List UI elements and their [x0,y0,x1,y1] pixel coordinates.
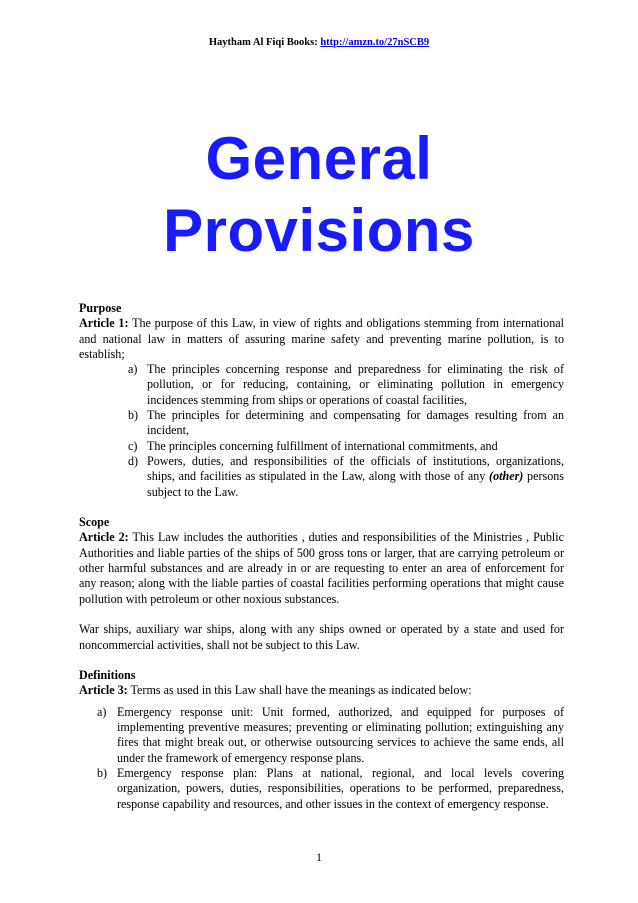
list-item [79,362,564,408]
definitions-heading: Definitions [79,668,136,683]
list-item-label: a) [128,362,138,377]
purpose-list [79,362,564,500]
list-item-text: Emergency response unit: Unit formed, authorized, and equipped for purposes of implementing preventive measures; preventing or eliminating pollution; extinguishing any fires that might break out, or otherwise outsourcing services to achieve the same ends, all under the framework of emergency response plans. [117,704,564,765]
list-item [79,766,564,812]
article-2-paragraph [79,530,564,606]
list-item-text: Powers, duties, and responsibilities of the officials of institutions, organizations, ships, and facilities as stipulated in the Law, along with those of any [147,453,564,484]
title-line-1: General [205,125,433,192]
list-item-text: The principles for determining and compensating for damages resulting from an incident, [147,408,564,438]
list-item [79,705,564,766]
article-2-label: Article 2: [79,530,129,545]
list-item [79,454,564,500]
list-item-label: b) [128,408,139,423]
purpose-heading: Purpose [79,301,122,315]
header-prefix: Haytham Al Fiqi Books: [208,37,321,48]
list-item-label: b) [97,765,108,780]
scope-exclusion-paragraph: War ships, auxiliary war ships, along with any ships owned or operated by a state and used for noncommercial activities, shall not be subject to this Law. [79,622,564,652]
article-2-text: This Law includes the authorities , duties and responsibilities of the Ministries , Public Authorities and liable parties of the ships of 500 gross tons or larger, that are carrying petroleum or other harmful substances and are already in or are requesting to enter an area of enforcement for any reason; along with the liable parties of coastal facilities performing operations that might cause pollution with petroleum or other noxious substances. [79,530,564,606]
list-item-text: The principles concerning response and preparedness for eliminating the risk of pollution, or for reducing, containing, or eliminating pollution in emergency incidences stemming from ships or operations of coastal facilities, [147,362,564,407]
article-3-label: Article 3: [79,683,128,698]
list-item-label: c) [128,438,138,453]
scope-heading: Scope [79,515,110,530]
title-line-2: Provisions [163,197,475,264]
list-item-emphasis: (other) [489,469,524,484]
definitions-list [79,705,564,812]
header-link[interactable]: http://amzn.to/27nSCB9 [320,37,430,48]
list-item [79,408,564,439]
document-body [79,301,564,812]
list-item-label: a) [97,704,107,719]
page-number: 1 [316,850,322,864]
list-item-text: The principles concerning fulfillment of international commitments, and [147,438,498,453]
list-item-text: Emergency response plan: Plans at national, regional, and local levels covering organization, powers, duties, responsibilities, operations to be performed, preparedness, response capability and resources, and other issues in the context of emergency response. [117,765,564,811]
list-item-label: d) [128,453,139,468]
list-item-text-end: persons subject to the Law. [147,469,564,499]
article-1-label: Article 1: [79,316,129,331]
page-header [0,37,638,48]
article-1-paragraph [79,316,564,362]
article-3-intro: Terms as used in this Law shall have the meanings as indicated below: [130,683,472,698]
article-1-intro: The purpose of this Law, in view of rights and obligations stemming from international and national law in matters of assuring marine safety and preventing marine pollution, is to establish; [79,316,564,361]
list-item [79,439,564,454]
article-3-paragraph [79,683,564,698]
